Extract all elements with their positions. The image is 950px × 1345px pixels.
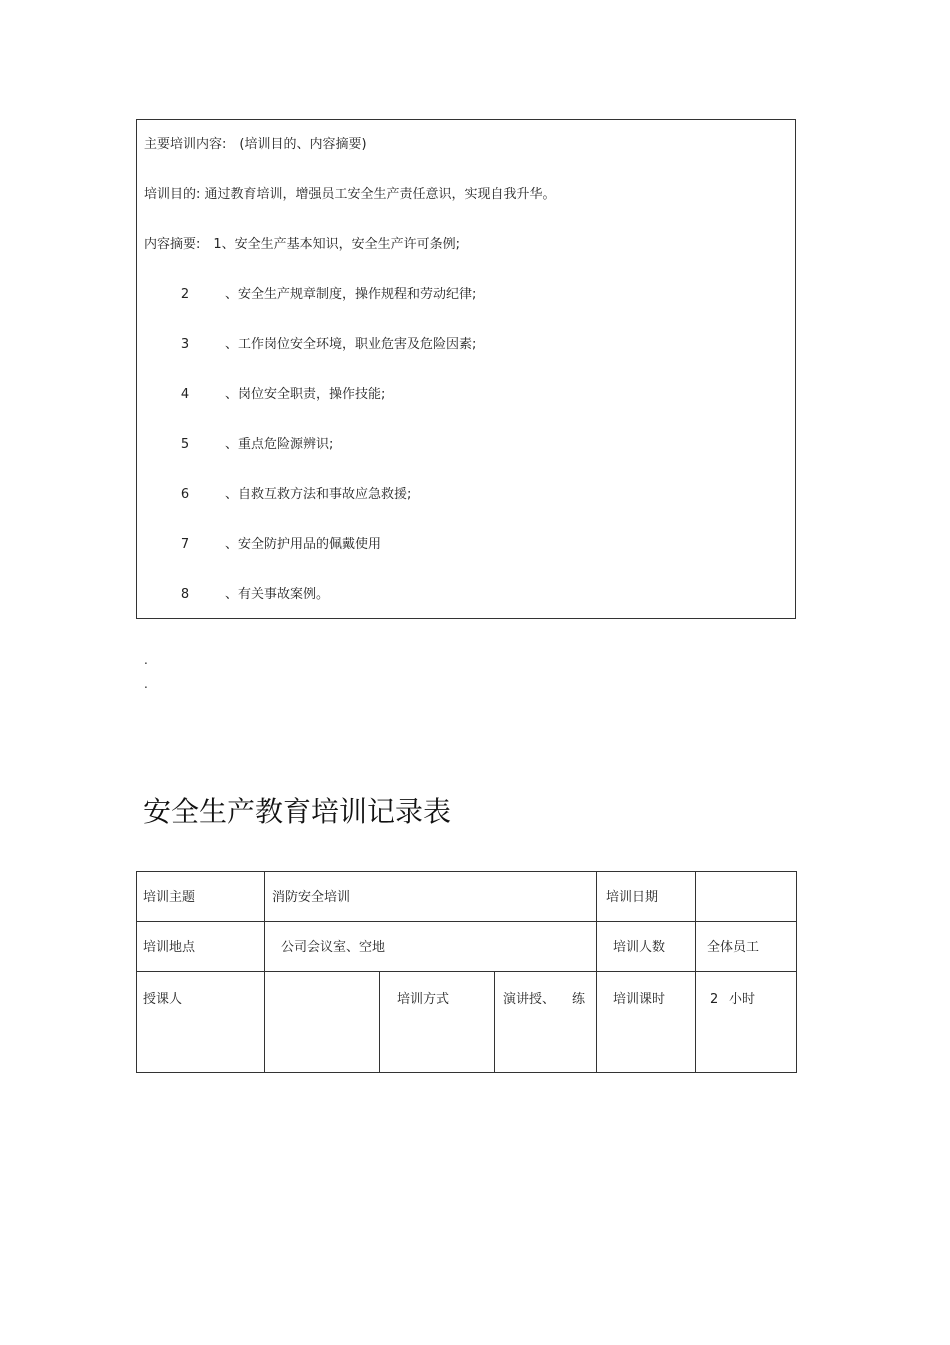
table-border-top — [136, 871, 797, 872]
table-row-divider — [136, 971, 797, 972]
summary-item-number: 7 — [180, 537, 190, 552]
method-value: 演讲授、 — [503, 992, 556, 1007]
summary-item-number: 8 — [180, 587, 190, 602]
count-value: 全体员工 — [707, 940, 760, 955]
method-value-continued: 练 — [572, 992, 586, 1007]
table-column-divider — [494, 971, 495, 1073]
training-purpose: 培训目的: 通过教育培训，增强员工安全生产责任意识，实现自我升华。 — [144, 187, 556, 202]
summary-item-text: 、有关事故案例。 — [225, 587, 330, 602]
summary-item-number: 5 — [180, 437, 190, 452]
summary-item-text: 、安全生产规章制度，操作规程和劳动纪律; — [225, 287, 477, 302]
table-border-bottom — [136, 1072, 797, 1073]
summary-item-number: 2 — [180, 287, 190, 302]
summary-item-number: 6 — [180, 487, 190, 502]
date-label: 培训日期 — [606, 890, 659, 905]
summary-item-text: 、重点危险源辨识; — [225, 437, 334, 452]
table-border-left — [136, 871, 137, 1073]
summary-item-text: 、工作岗位安全环境，职业危害及危险因素; — [225, 337, 477, 352]
summary-item-number: 3 — [180, 337, 190, 352]
table-column-divider — [695, 871, 696, 1073]
table-column-divider — [596, 871, 597, 1073]
table-column-divider — [379, 971, 380, 1073]
table-border-right — [796, 871, 797, 1073]
summary-item-number: 4 — [180, 387, 190, 402]
training-content-box — [136, 119, 796, 619]
topic-label: 培训主题 — [143, 890, 196, 905]
summary-item-text: 、自救互救方法和事故应急救援; — [225, 487, 412, 502]
table-row-divider — [136, 921, 797, 922]
place-value: 公司会议室、空地 — [281, 940, 386, 955]
content-header: 主要培训内容: (培训目的、内容摘要) — [144, 137, 367, 152]
method-label: 培训方式 — [397, 992, 450, 1007]
hours-label: 培训课时 — [613, 992, 666, 1007]
summary-item-text: 、岗位安全职责，操作技能; — [225, 387, 386, 402]
table-column-divider — [264, 871, 265, 1073]
record-title: 安全生产教育培训记录表 — [143, 795, 452, 828]
teacher-label: 授课人 — [143, 992, 183, 1007]
place-label: 培训地点 — [143, 940, 196, 955]
hours-number: 2 — [710, 992, 719, 1007]
summary-first-item: 内容摘要: 1、安全生产基本知识，安全生产许可条例; — [144, 237, 461, 252]
summary-item-text: 、安全防护用品的佩戴使用 — [225, 537, 382, 552]
topic-value: 消防安全培训 — [272, 890, 351, 905]
separator-dot: . — [144, 653, 148, 667]
count-label: 培训人数 — [613, 940, 666, 955]
hours-unit: 小时 — [729, 992, 756, 1007]
separator-dot: . — [144, 677, 148, 691]
